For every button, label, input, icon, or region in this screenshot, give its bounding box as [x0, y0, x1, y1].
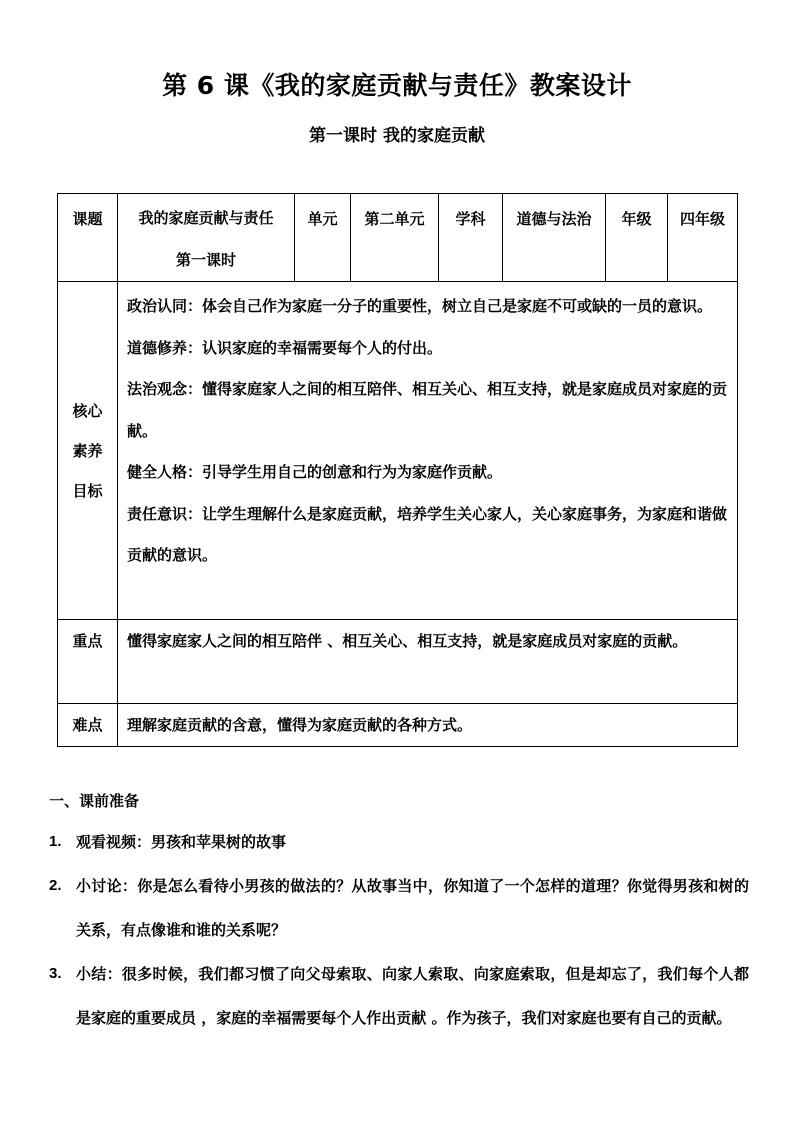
unit-label: 单元: [307, 210, 338, 228]
lesson-plan-table: [57, 193, 738, 747]
grade-label: 年级: [621, 210, 652, 228]
difficulty-label-cell: [58, 704, 118, 747]
list-item-text: 小结：很多时候，我们都习惯了向父母索取、向家人索取、向家庭索取，但是却忘了，我们每个人都是家庭的重要成员 ，家庭的幸福需要每个人作出贡献 。作为孩子，我们对家庭也要有自己的贡献。: [76, 965, 749, 1027]
list-item: [49, 952, 749, 1040]
unit-value: 第二单元: [364, 210, 425, 228]
topic-value-line2: 第一课时: [175, 251, 236, 269]
difficulty-label: 难点: [72, 716, 103, 734]
list-item-number: 3.: [49, 965, 62, 982]
difficulty-content-cell: [118, 704, 738, 747]
subject-value: 道德与法治: [516, 210, 592, 228]
topic-label-cell: [58, 194, 118, 282]
core-goals-label-line: 素养: [72, 441, 103, 460]
prep-steps-list: [49, 820, 749, 1040]
topic-value-cell: [118, 194, 295, 282]
key-point-text: 懂得家庭家人之间的相互陪伴 、相互关心、相互支持，就是家庭成员对家庭的贡献。: [127, 632, 688, 650]
grade-label-cell: [606, 194, 668, 282]
core-goals-label-line: 目标: [72, 481, 103, 500]
list-item-number: 1.: [49, 833, 62, 850]
unit-value-cell: [351, 194, 439, 282]
list-item-text: 观看视频：男孩和苹果树的故事: [76, 833, 287, 851]
grade-value-cell: [668, 194, 738, 282]
document-title: 第 6 课《我的家庭贡献与责任》教案设计: [162, 71, 632, 100]
core-goal-item: 法治观念：懂得家庭家人之间的相互陪伴、相互关心、相互支持，就是家庭成员对家庭的贡献。: [127, 380, 728, 440]
table-row-core-goals: [58, 282, 738, 620]
core-goal-item: 健全人格：引导学生用自己的创意和行为为家庭作贡献。: [127, 463, 503, 481]
difficulty-text: 理解家庭贡献的含意，懂得为家庭贡献的各种方式。: [127, 716, 473, 734]
core-goal-item: 政治认同：体会自己作为家庭一分子的重要性，树立自己是家庭不可或缺的一员的意识。: [127, 297, 713, 315]
core-goals-label-cell: [58, 282, 118, 620]
list-item: [49, 864, 749, 952]
subject-label: 学科: [455, 210, 486, 228]
core-goal-item: 责任意识：让学生理解什么是家庭贡献，培养学生关心家人，关心家庭事务，为家庭和谐做贡献的意识。: [127, 504, 728, 564]
list-item: [49, 820, 749, 864]
key-point-label: 重点: [72, 632, 103, 650]
core-goals-label-line: 核心: [72, 401, 103, 420]
core-goal-item: 道德修养：认识家庭的幸福需要每个人的付出。: [127, 338, 443, 357]
table-row-key-point: [58, 620, 738, 704]
topic-value-line1: 我的家庭贡献与责任: [138, 209, 274, 227]
topic-label: 课题: [72, 210, 103, 228]
core-goals-content-cell: [118, 282, 738, 620]
list-item-text: 小讨论：你是怎么看待小男孩的做法的？从故事当中，你知道了一个怎样的道理？你觉得男孩和树的关系，有点像谁和谁的关系呢？: [76, 877, 749, 939]
unit-label-cell: [295, 194, 351, 282]
section-title-prep: 一、课前准备: [49, 792, 140, 810]
grade-value: 四年级: [679, 210, 725, 228]
list-item-number: 2.: [49, 877, 62, 894]
subject-value-cell: [503, 194, 606, 282]
document-subtitle: 第一课时 我的家庭贡献: [309, 126, 485, 146]
key-point-content-cell: [118, 620, 738, 704]
table-row-difficulty: [58, 704, 738, 747]
subject-label-cell: [439, 194, 503, 282]
table-row-header: [58, 194, 738, 282]
key-point-label-cell: [58, 620, 118, 704]
